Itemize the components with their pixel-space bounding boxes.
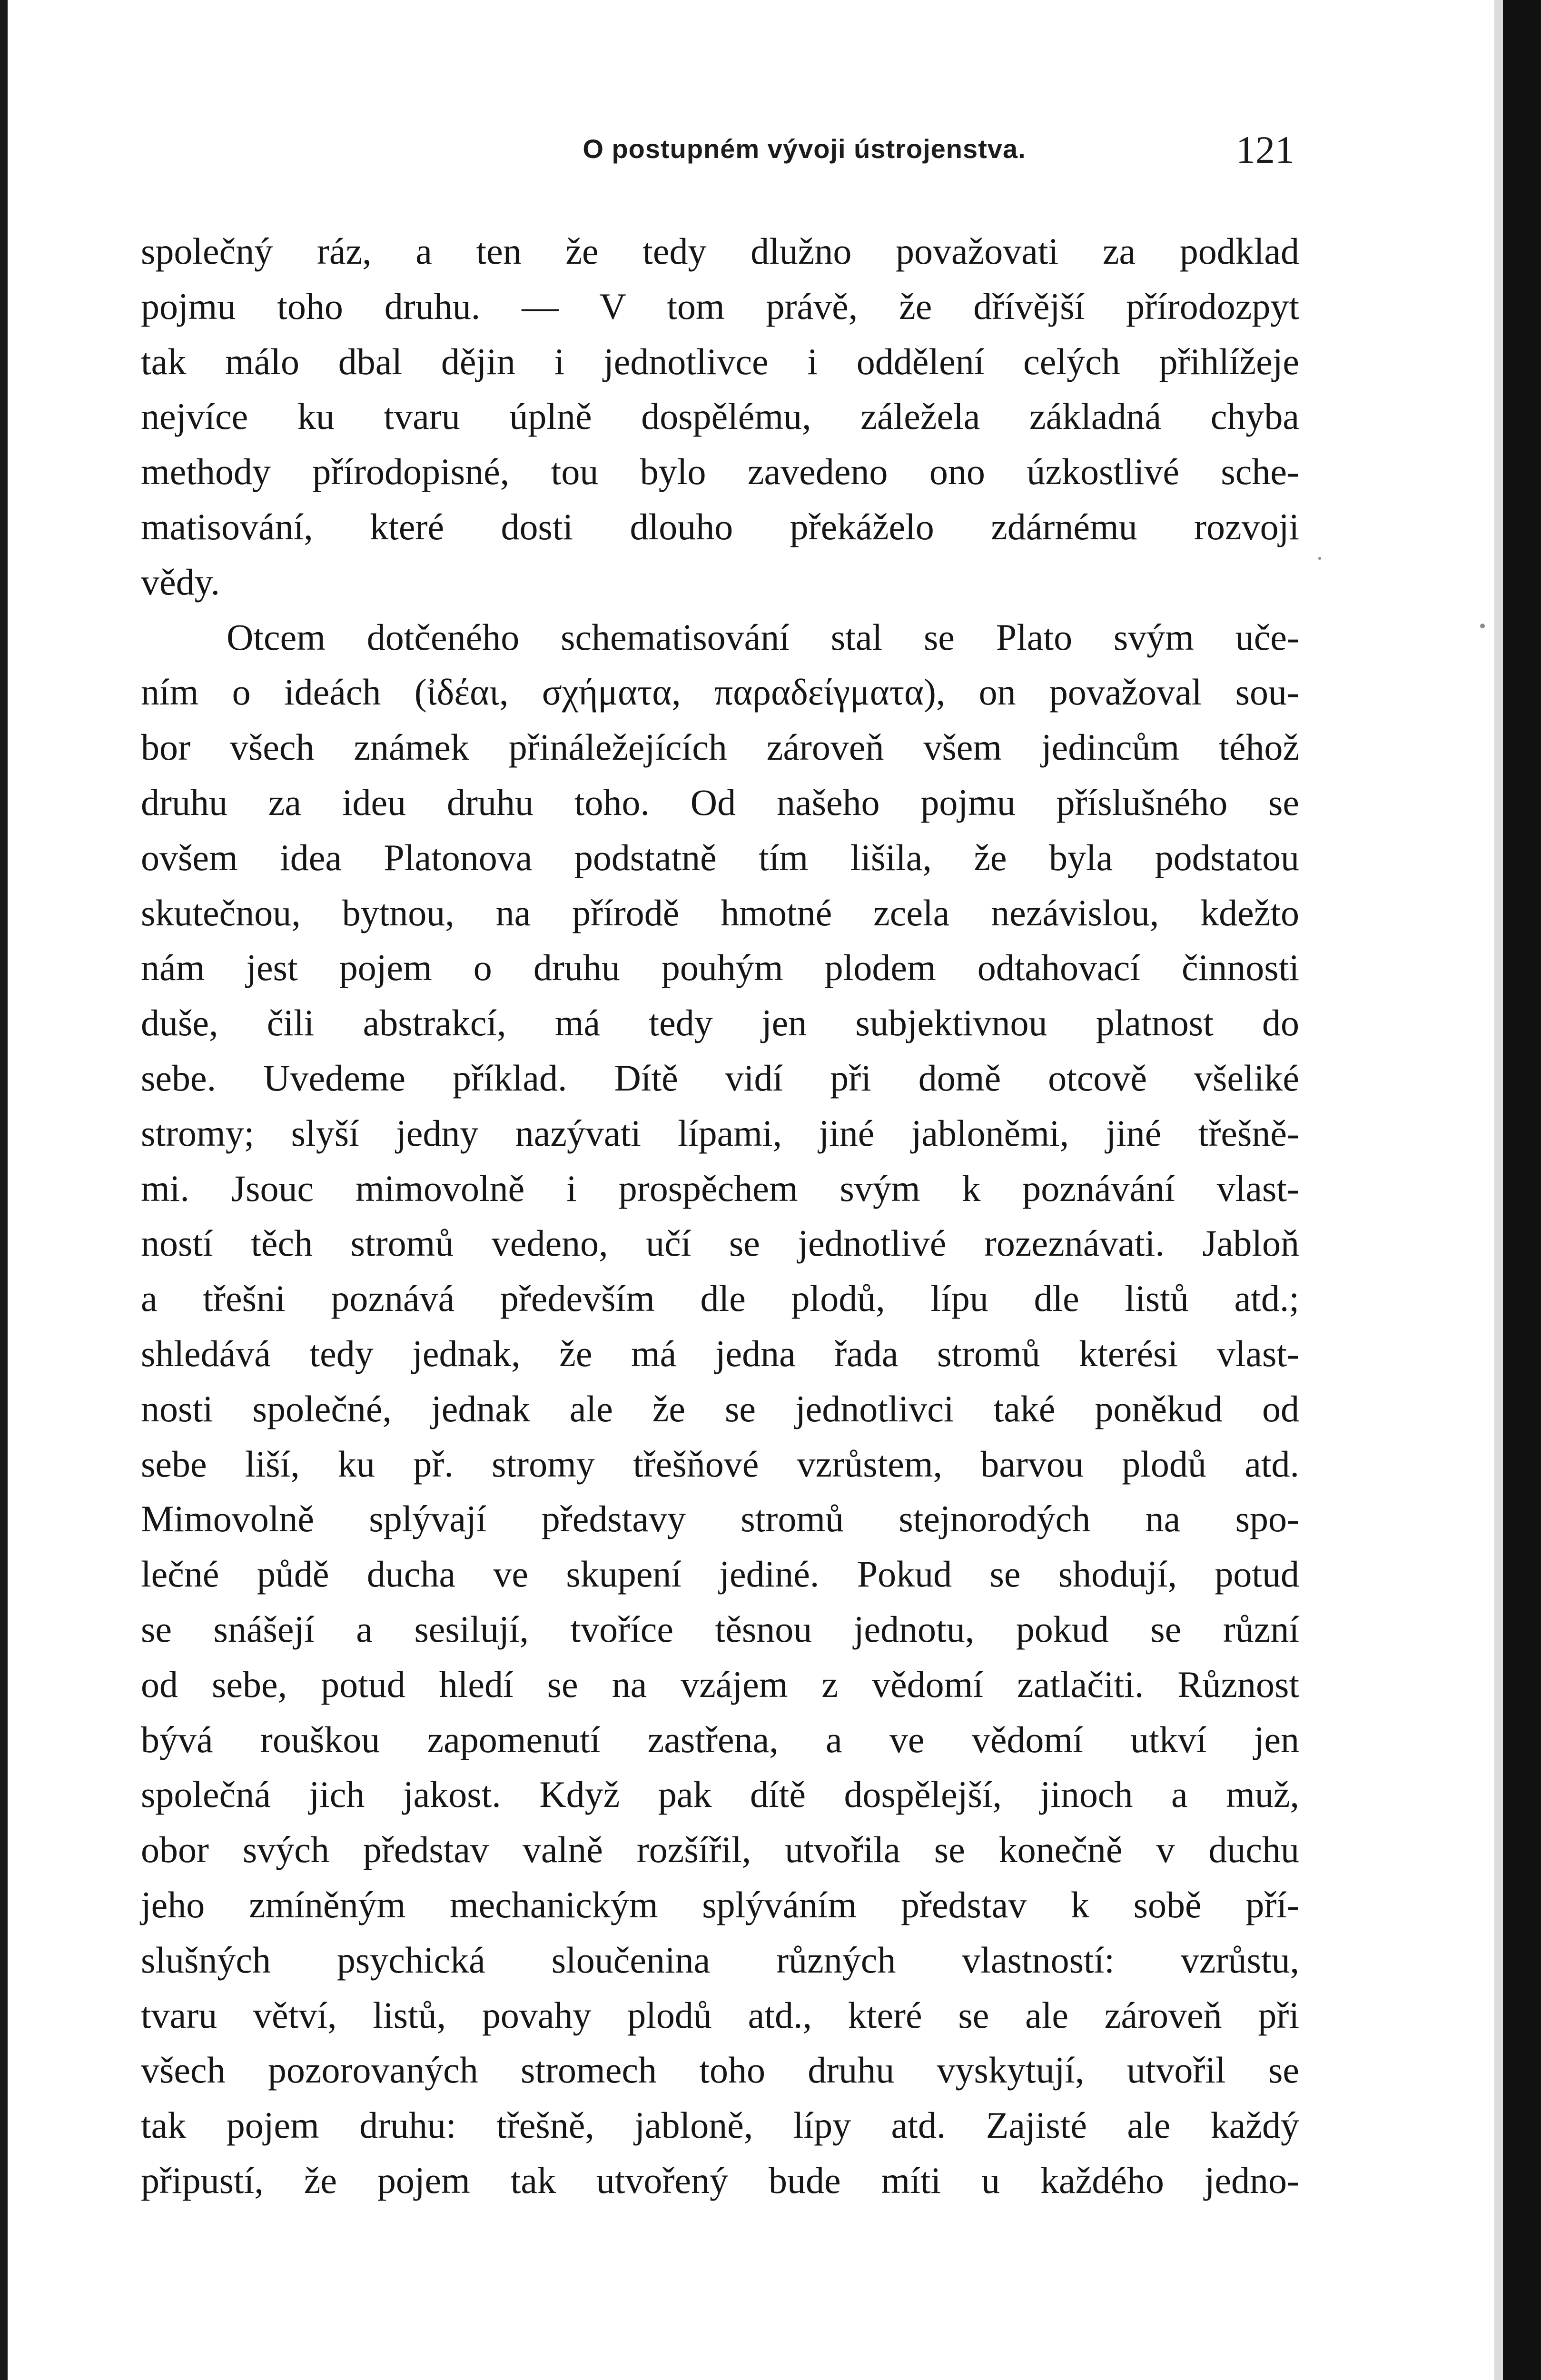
text-line: ností těch stromů vedeno, učí se jednotlivé rozeznávati. Jabloň — [141, 1222, 1299, 1264]
text-line: bor všech známek přináležejících zároveň všem jedincům téhož — [141, 726, 1299, 768]
text-line: duše, čili abstrakcí, má tedy jen subjektivnou platnost do — [141, 1002, 1299, 1044]
body-text — [141, 224, 1299, 2208]
scan-edge-right — [1503, 0, 1541, 2380]
text-line: ovšem idea Platonova podstatně tím lišila, že byla podstatou — [141, 836, 1299, 878]
text-line: vědy. — [141, 561, 220, 603]
running-head — [143, 128, 1294, 180]
text-line: stromy; slyší jedny nazývati lípami, jiné jabloněmi, jiné třešně- — [141, 1112, 1299, 1154]
text-line: společný ráz, a ten že tedy dlužno považovati za podklad — [141, 230, 1299, 272]
text-line: všech pozorovaných stromech toho druhu vyskytují, utvořil se — [141, 2049, 1299, 2091]
page-number: 121 — [1236, 128, 1294, 171]
text-line: a třešni poznává především dle plodů, lípu dle listů atd.; — [141, 1278, 1299, 1319]
text-line: společná jich jakost. Když pak dítě dospělejší, jinoch a muž, — [141, 1774, 1299, 1815]
paragraph-start-line: Otcem dotčeného schematisování stal se Plato svým uče- — [227, 616, 1299, 658]
text-line: připustí, že pojem tak utvořený bude míti u každého jedno- — [141, 2159, 1299, 2201]
scan-speck — [1480, 624, 1485, 628]
text-line: lečné půdě ducha ve skupení jediné. Pokud se shodují, potud — [141, 1553, 1299, 1595]
text-line: od sebe, potud hledí se na vzájem z vědomí zatlačiti. Různost — [141, 1663, 1299, 1705]
text-line: pojmu toho druhu. — V tom právě, že dřívější přírodozpyt — [141, 285, 1299, 327]
text-line: methody přírodopisné, tou bylo zavedeno ono úzkostlivé sche- — [141, 451, 1299, 493]
text-line: sebe. Uvedeme příklad. Dítě vidí při domě otcově všeliké — [141, 1057, 1299, 1099]
text-line: matisování, které dosti dlouho překáželo zdárnému rozvoji — [141, 506, 1299, 547]
text-line: ním o ideách (ἰδέαι, σχήματα, παραδείγματα), on považoval sou- — [141, 671, 1299, 713]
text-line: sebe liší, ku př. stromy třešňové vzrůstem, barvou plodů atd. — [141, 1443, 1299, 1485]
text-line: slušných psychická sloučenina různých vlastností: vzrůstu, — [141, 1939, 1299, 1981]
text-line: mi. Jsouc mimovolně i prospěchem svým k poznávání vlast- — [141, 1167, 1299, 1209]
text-line: jeho zmíněným mechanickým splýváním představ k sobě pří- — [141, 1884, 1299, 1925]
scan-edge-left — [0, 0, 8, 2380]
text-line: Mimovolně splývají představy stromů stejnorodých na spo- — [141, 1498, 1299, 1540]
text-line: tak málo dbal dějin i jednotlivce i oddělení celých přihlížeje — [141, 340, 1299, 382]
text-line: tvaru větví, listů, povahy plodů atd., které se ale zároveň při — [141, 1994, 1299, 2036]
text-line: skutečnou, bytnou, na přírodě hmotné zcela nezávislou, kdežto — [141, 892, 1299, 933]
text-line: shledává tedy jednak, že má jedna řada stromů kterési vlast- — [141, 1332, 1299, 1374]
text-line: nám jest pojem o druhu pouhým plodem odtahovací činnosti — [141, 947, 1299, 989]
text-line: obor svých představ valně rozšířil, utvořila se konečně v duchu — [141, 1829, 1299, 1871]
scan-speck — [1318, 557, 1321, 560]
running-title: O postupném vývoji ústrojenstva. — [583, 134, 1026, 164]
text-line: tak pojem druhu: třešně, jabloně, lípy atd. Zajisté ale každý — [141, 2104, 1299, 2146]
text-line: nosti společné, jednak ale že se jednotlivci také poněkud od — [141, 1388, 1299, 1429]
text-line: bývá rouškou zapomenutí zastřena, a ve vědomí utkví jen — [141, 1718, 1299, 1760]
text-line: se snášejí a sesilují, tvoříce těsnou jednotu, pokud se různí — [141, 1608, 1299, 1650]
text-line: nejvíce ku tvaru úplně dospělému, záležela základná chyba — [141, 396, 1299, 437]
page-gutter — [1494, 0, 1503, 2380]
text-line: druhu za ideu druhu toho. Od našeho pojmu příslušného se — [141, 781, 1299, 823]
